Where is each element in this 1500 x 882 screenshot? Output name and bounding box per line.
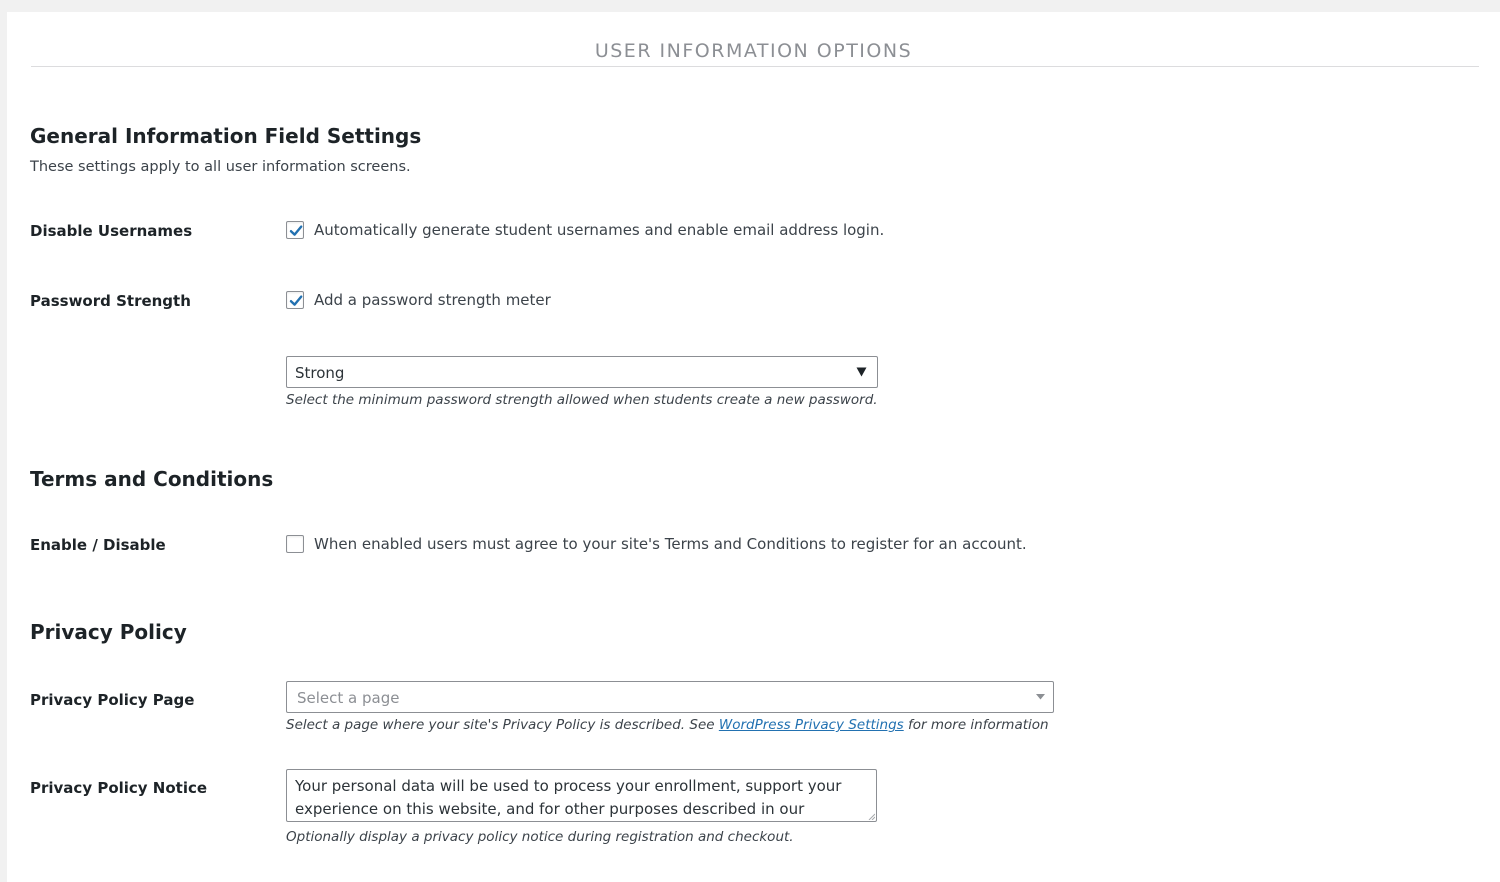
privacy-page-select-placeholder: Select a page bbox=[297, 689, 400, 707]
privacy-notice-label: Privacy Policy Notice bbox=[30, 779, 208, 797]
general-settings-description: These settings apply to all user information screens. bbox=[30, 159, 411, 175]
privacy-heading: Privacy Policy bbox=[30, 620, 187, 644]
terms-enable-checkbox[interactable] bbox=[286, 535, 304, 553]
settings-panel bbox=[7, 12, 1500, 882]
terms-enable-text: When enabled users must agree to your site's Terms and Conditions to register for an account. bbox=[314, 535, 1027, 553]
privacy-notice-help: Optionally display a privacy policy notice during registration and checkout. bbox=[286, 829, 794, 845]
triangle-down-icon bbox=[856, 367, 867, 377]
general-settings-heading: General Information Field Settings bbox=[30, 124, 422, 148]
title-divider bbox=[31, 66, 1479, 67]
password-strength-select[interactable] bbox=[286, 356, 878, 388]
resize-grip-icon[interactable] bbox=[868, 813, 875, 820]
privacy-page-label: Privacy Policy Page bbox=[30, 691, 195, 709]
password-strength-label: Password Strength bbox=[30, 292, 191, 310]
terms-enable-label: Enable / Disable bbox=[30, 536, 166, 554]
password-strength-checkbox[interactable] bbox=[286, 291, 304, 309]
page-title: USER INFORMATION OPTIONS bbox=[594, 40, 913, 62]
caret-down-icon bbox=[1036, 694, 1045, 700]
privacy-page-help-text: Select a page where your site's Privacy Policy is described. See bbox=[286, 717, 719, 733]
privacy-notice-value: Your personal data will be used to process your enrollment, support your experience on this website, and for other purposes described in our bbox=[295, 777, 842, 818]
password-strength-select-value: Strong bbox=[295, 364, 345, 382]
privacy-page-select[interactable] bbox=[286, 681, 1054, 713]
password-strength-help: Select the minimum password strength allowed when students create a new password. bbox=[286, 392, 878, 408]
privacy-page-help-suffix: for more information bbox=[903, 717, 1049, 733]
terms-heading: Terms and Conditions bbox=[30, 467, 274, 491]
privacy-notice-textarea[interactable] bbox=[286, 769, 877, 822]
password-strength-text: Add a password strength meter bbox=[314, 291, 551, 309]
disable-usernames-text: Automatically generate student usernames and enable email address login. bbox=[314, 221, 885, 239]
disable-usernames-label: Disable Usernames bbox=[30, 222, 193, 240]
privacy-page-help bbox=[286, 717, 1049, 733]
disable-usernames-checkbox[interactable] bbox=[286, 221, 304, 239]
check-icon bbox=[288, 293, 304, 309]
wordpress-privacy-settings-link[interactable]: WordPress Privacy Settings bbox=[718, 717, 904, 733]
check-icon bbox=[288, 223, 304, 239]
